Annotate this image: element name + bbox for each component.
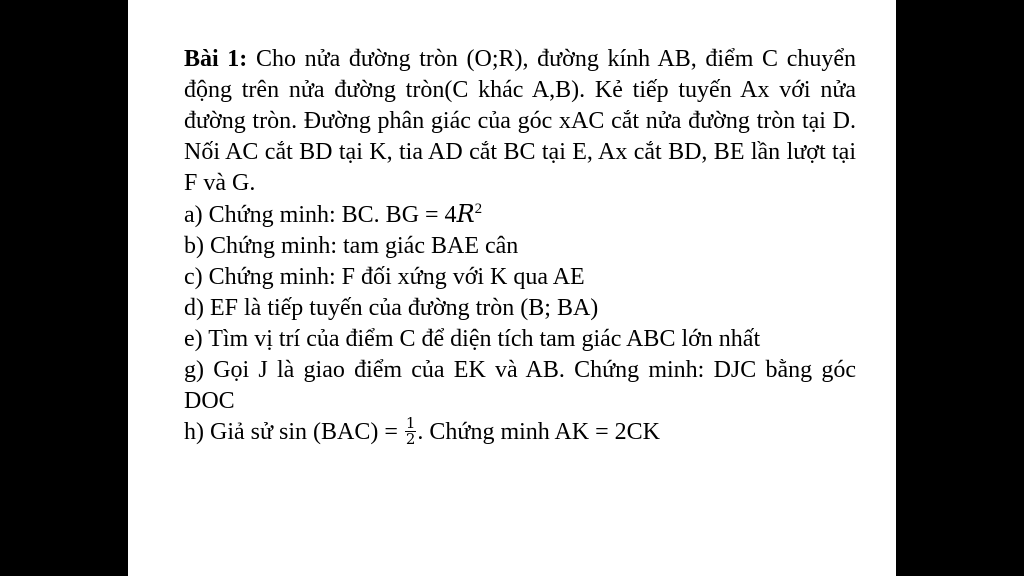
part-h-after: . Chứng minh AK = 2CK xyxy=(417,419,660,445)
part-d: d) EF là tiếp tuyến của đường tròn (B; BA) xyxy=(184,295,599,321)
part-h-before: h) Giả sử sin (BAC) = xyxy=(184,419,404,445)
part-h xyxy=(184,413,856,449)
fraction xyxy=(405,413,417,448)
part-a-variable: R xyxy=(456,200,475,228)
part-c: c) Chứng minh: F đối xứng với K qua AE xyxy=(184,264,585,290)
part-a-text: a) Chứng minh: BC. BG = 4 xyxy=(184,202,457,228)
fraction-denominator: 2 xyxy=(405,429,416,448)
part-a xyxy=(184,199,856,231)
fraction-numerator: 1 xyxy=(405,413,416,432)
problem-statement xyxy=(184,44,856,199)
part-b: b) Chứng minh: tam giác BAE cân xyxy=(184,233,519,259)
part-e: e) Tìm vị trí của điểm C để diện tích tam giác ABC lớn nhất xyxy=(184,326,761,352)
problem-statement-text: Cho nửa đường tròn (O;R), đường kính AB, điểm C chuyển động trên nửa đường tròn(C khác A,B). Kẻ tiếp tuyến Ax với nửa đường tròn. Đường phân giác của góc xAC cắt nửa đường tròn tại D. Nối AC cắt BD tại K, tia AD cắt BC tại E, Ax cắt BD, BE lần lượt tại F và G. xyxy=(184,46,857,196)
part-g: g) Gọi J là giao điểm của EK và AB. Chứng minh: DJC bằng góc DOC xyxy=(184,357,856,414)
problem-label: Bài 1: xyxy=(184,46,248,72)
part-a-exponent: 2 xyxy=(474,201,483,217)
document-page xyxy=(128,0,896,576)
problem-content xyxy=(184,44,856,449)
